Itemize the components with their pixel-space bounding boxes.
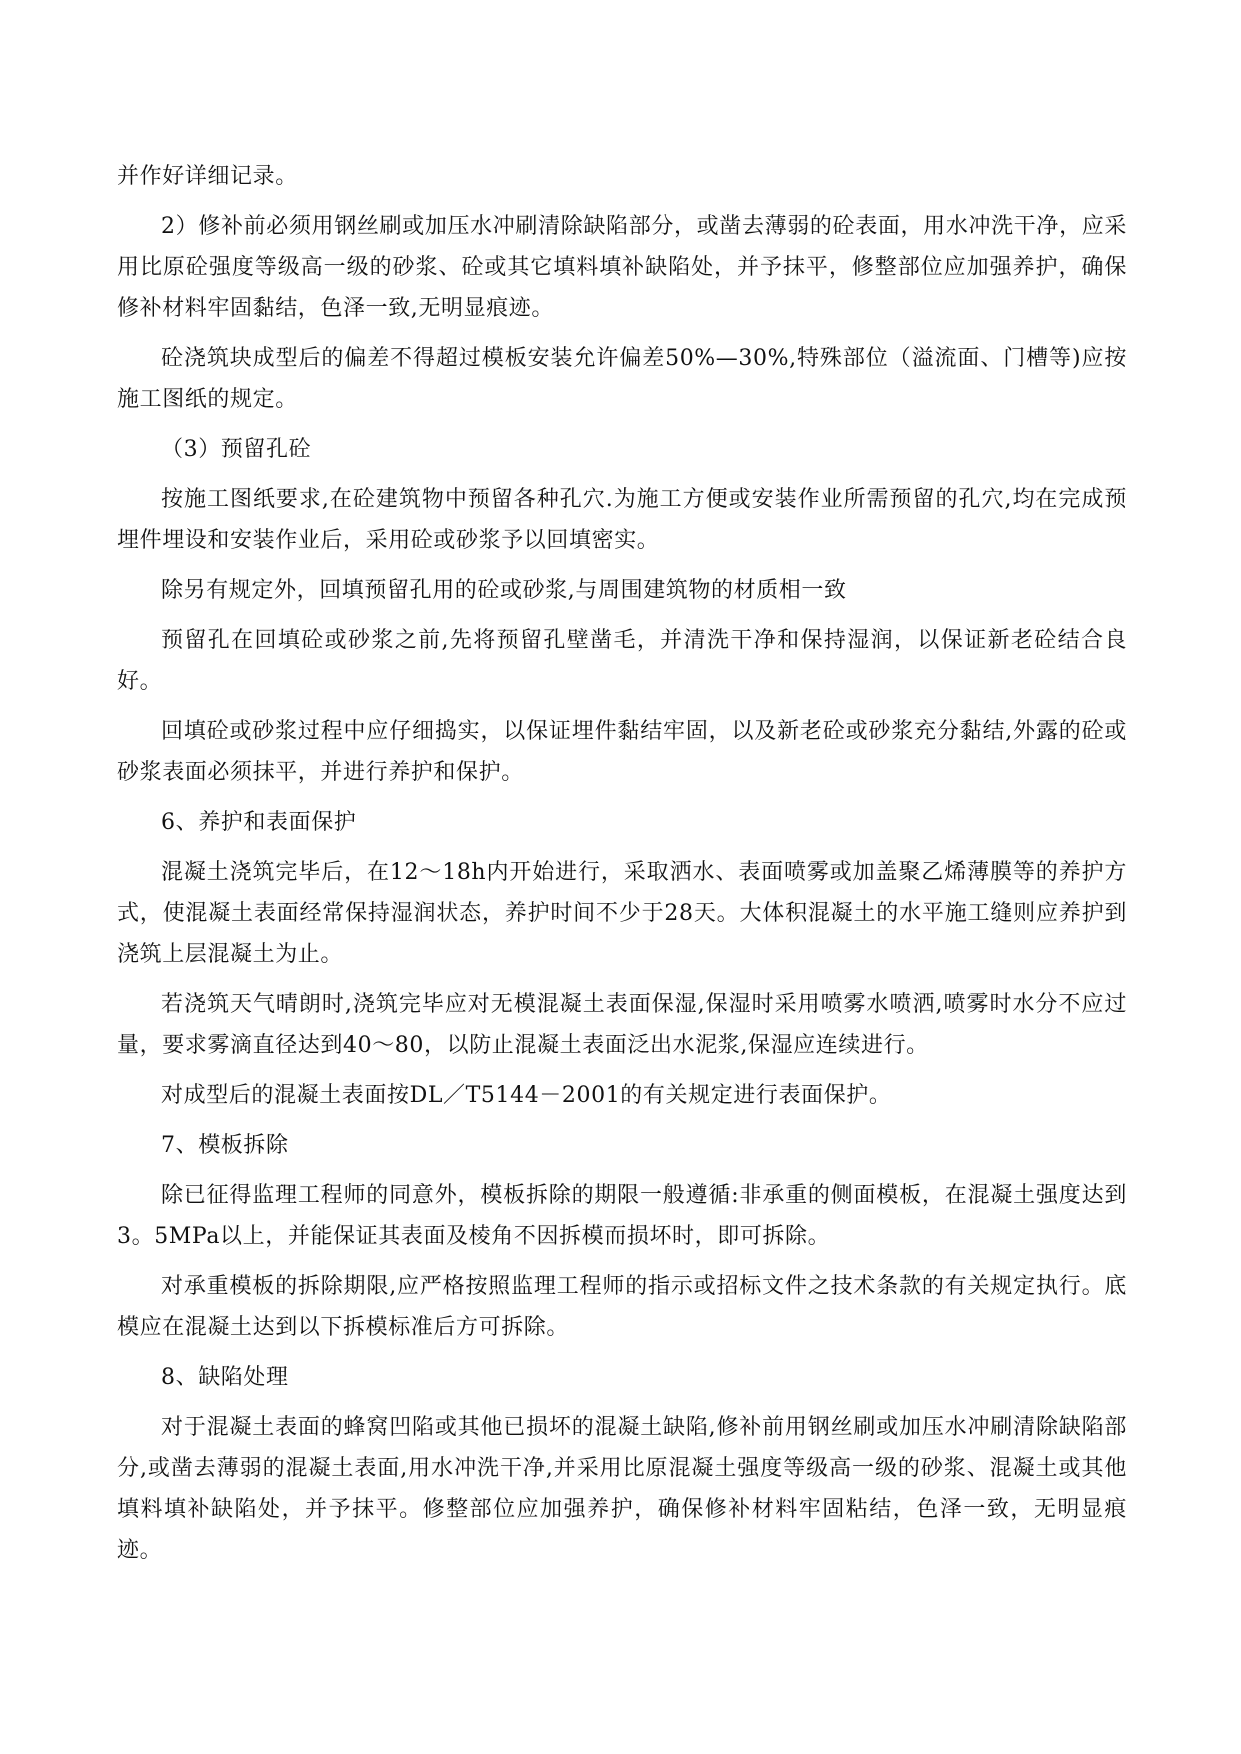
paragraph: 对成型后的混凝土表面按DL／T5144－2001的有关规定进行表面保护。 [161,1083,892,1108]
section-heading: 7、模板拆除 [161,1133,289,1158]
paragraph: 除已征得监理工程师的同意外，模板拆除的期限一般遵循:非承重的侧面模板，在混凝土强度达到3。5MPa以上，并能保证其表面及棱角不因拆模而损坏时，即可拆除。 [117,1183,1127,1249]
paragraph: 砼浇筑块成型后的偏差不得超过模板安装允许偏差50%—30%,特殊部位（溢流面、门槽等)应按施工图纸的规定。 [117,346,1127,412]
paragraph: 按施工图纸要求,在砼建筑物中预留各种孔穴.为施工方便或安装作业所需预留的孔穴,均在完成预埋件埋设和安装作业后，采用砼或砂浆予以回填密实。 [117,487,1127,553]
paragraph: 对于混凝土表面的蜂窝凹陷或其他已损坏的混凝土缺陷,修补前用钢丝刷或加压水冲刷清除缺陷部分,或凿去薄弱的混凝土表面,用水冲洗干净,并采用比原混凝土强度等级高一级的砂浆、混凝土或其他填料填补缺陷处，并予抹平。修整部位应加强养护，确保修补材料牢固粘结，色泽一致，无明显痕迹。 [117,1415,1127,1563]
paragraph: 并作好详细记录。 [117,164,298,189]
section-heading: 6、养护和表面保护 [161,810,357,835]
paragraph: 混凝土浇筑完毕后，在12～18h内开始进行，采取洒水、表面喷雾或加盖聚乙烯薄膜等的养护方式，使混凝土表面经常保持湿润状态，养护时间不少于28天。大体积混凝土的水平施工缝则应养护到浇筑上层混凝土为止。 [117,860,1127,967]
paragraph: 对承重模板的拆除期限,应严格按照监理工程师的指示或招标文件之技术条款的有关规定执行。底模应在混凝土达到以下拆模标准后方可拆除。 [117,1274,1127,1340]
paragraph: 2）修补前必须用钢丝刷或加压水冲刷清除缺陷部分，或凿去薄弱的砼表面，用水冲洗干净，应采用比原砼强度等级高一级的砂浆、砼或其它填料填补缺陷处，并予抹平，修整部位应加强养护，确保修补材料牢固黏结，色泽一致,无明显痕迹。 [117,214,1127,321]
section-heading: （3）预留孔砼 [161,437,312,462]
paragraph: 除另有规定外，回填预留孔用的砼或砂浆,与周围建筑物的材质相一致 [161,578,847,603]
paragraph: 预留孔在回填砼或砂浆之前,先将预留孔壁凿毛，并清洗干净和保持湿润，以保证新老砼结合良好。 [117,628,1127,694]
paragraph: 回填砼或砂浆过程中应仔细捣实，以保证埋件黏结牢固，以及新老砼或砂浆充分黏结,外露的砼或砂浆表面必须抹平，并进行养护和保护。 [117,719,1127,785]
document-body [117,156,1127,1580]
section-heading: 8、缺陷处理 [161,1365,289,1390]
paragraph: 若浇筑天气晴朗时,浇筑完毕应对无模混凝土表面保湿,保湿时采用喷雾水喷洒,喷雾时水分不应过量，要求雾滴直径达到40～80，以防止混凝土表面泛出水泥浆,保湿应连续进行。 [117,992,1127,1058]
